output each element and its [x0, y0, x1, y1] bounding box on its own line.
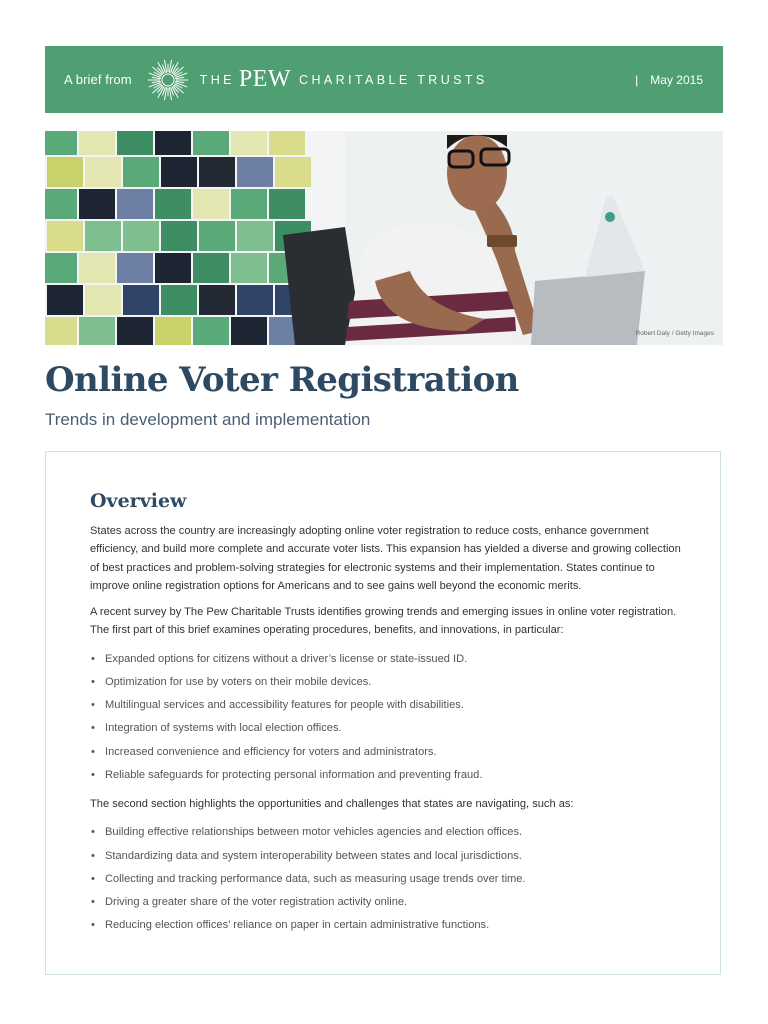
banner-date-area	[635, 73, 703, 87]
list-item: • Optimization for use by voters on their mobile devices.	[90, 671, 690, 694]
logo-pew: PEW	[238, 66, 292, 92]
header-banner	[45, 46, 723, 113]
laptop	[531, 271, 645, 345]
list-item: • Expanded options for citizens without a driver’s license or state-issued ID.	[90, 648, 690, 671]
page-subtitle: Trends in development and implementation	[45, 410, 371, 429]
hero-photo	[45, 131, 723, 345]
pew-sunburst-logo-icon	[146, 58, 190, 102]
first-section-list	[90, 648, 690, 787]
page-title: Online Voter Registration	[45, 360, 519, 400]
list-item: • Building effective relationships between motor vehicles agencies and election offices.	[90, 821, 690, 844]
logo-the: THE	[199, 72, 235, 87]
list-item: • Multilingual services and accessibility features for people with disabilities.	[90, 694, 690, 717]
list-item: • Increased convenience and efficiency for voters and administrators.	[90, 741, 690, 764]
list-item: • Reliable safeguards for protecting personal information and preventing fraud.	[90, 764, 690, 787]
overview-heading: Overview	[90, 490, 187, 512]
pew-wordmark	[200, 66, 488, 93]
overview-paragraph-1: States across the country are increasingly adopting online voter registration to reduce costs, enhance government efficiency, and build more complete and accurate voter lists. This expansion has yielded a diverse and growing collection of best practices and problem-solving strategies for electronic systems and their implementation. States continue to improve online registration options for Americans and to see gains well beyond the economic merits.	[90, 525, 681, 592]
list-item: • Collecting and tracking performance data, such as measuring usage trends over time.	[90, 868, 690, 891]
overview-box	[45, 451, 721, 975]
list-item: • Standardizing data and system interoperability between states and local jurisdictions.	[90, 845, 690, 868]
banner-separator: |	[635, 72, 639, 87]
list-item: • Driving a greater share of the voter registration activity online.	[90, 891, 690, 914]
person-head	[447, 135, 507, 211]
publication-date: May 2015	[650, 72, 703, 87]
wristwatch	[487, 235, 517, 247]
hero-photo-illustration	[45, 131, 723, 345]
overview-content	[90, 490, 690, 945]
logo-charitable-trusts: CHARITABLE TRUSTS	[299, 72, 488, 87]
overview-paragraph-2: A recent survey by The Pew Charitable Trusts identifies growing trends and emerging issues in online voter registration. The first part of this brief examines operating procedures, benefits, and innovations, in particular:	[90, 606, 677, 637]
second-section-list	[90, 821, 690, 937]
list-item: • Reducing election offices’ reliance on paper in certain administrative functions.	[90, 914, 690, 937]
brief-from-label: A brief from	[64, 72, 132, 87]
list-item: • Integration of systems with local election offices.	[90, 717, 690, 740]
overview-paragraph-3: The second section highlights the opportunities and challenges that states are navigating, such as:	[90, 798, 574, 810]
photo-credit: Robert Daly / Getty Images	[635, 330, 714, 337]
